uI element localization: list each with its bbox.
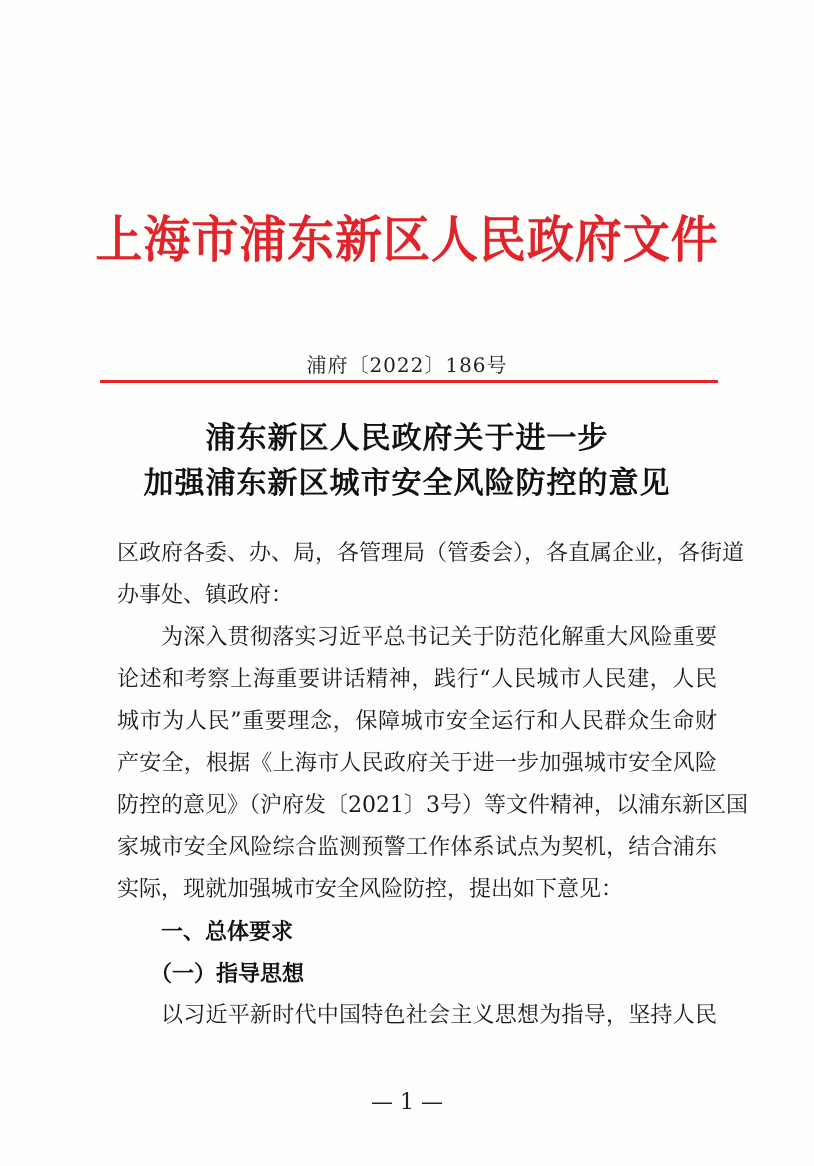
subsection-heading: （一）指导思想 — [150, 961, 305, 987]
document-number: 浦府〔2022〕186号 — [306, 353, 508, 377]
issuing-authority-header: 上海市浦东新区人民政府文件 — [95, 210, 719, 269]
paragraph-line: 防控的意见》（沪府发〔2021〕3号）等文件精神，以浦东新区国 — [117, 793, 748, 818]
paragraph-line: 实际，现就加强城市安全风险防控，提出如下意见： — [117, 877, 624, 902]
paragraph-line: 以习近平新时代中国特色社会主义思想为指导，坚持人民 — [161, 1003, 717, 1028]
paragraph-line: 城市为人民”重要理念，保障城市安全运行和人民群众生命财 — [117, 709, 717, 734]
paragraph-line: 为深入贯彻落实习近平总书记关于防范化解重大风险重要 — [161, 625, 717, 650]
section-heading: 一、总体要求 — [161, 919, 294, 945]
red-divider-line — [100, 380, 718, 383]
addressee-line-1: 区政府各委、办、局，各管理局（管委会），各直属企业，各街道 — [117, 541, 745, 566]
paragraph-line: 家城市安全风险综合监测预警工作体系试点为契机，结合浦东 — [117, 835, 717, 860]
addressee-line-2: 办事处、镇政府： — [117, 583, 294, 608]
page-number: — 1 — — [371, 1090, 443, 1115]
document-title-line-2: 加强浦东新区城市安全风险防控的意见 — [143, 466, 671, 501]
paragraph-line: 产安全，根据《上海市人民政府关于进一步加强城市安全风险 — [117, 751, 717, 776]
paragraph-line: 论述和考察上海重要讲话精神，践行“人民城市人民建，人民 — [117, 667, 717, 692]
document-title-line-1: 浦东新区人民政府关于进一步 — [205, 421, 609, 456]
